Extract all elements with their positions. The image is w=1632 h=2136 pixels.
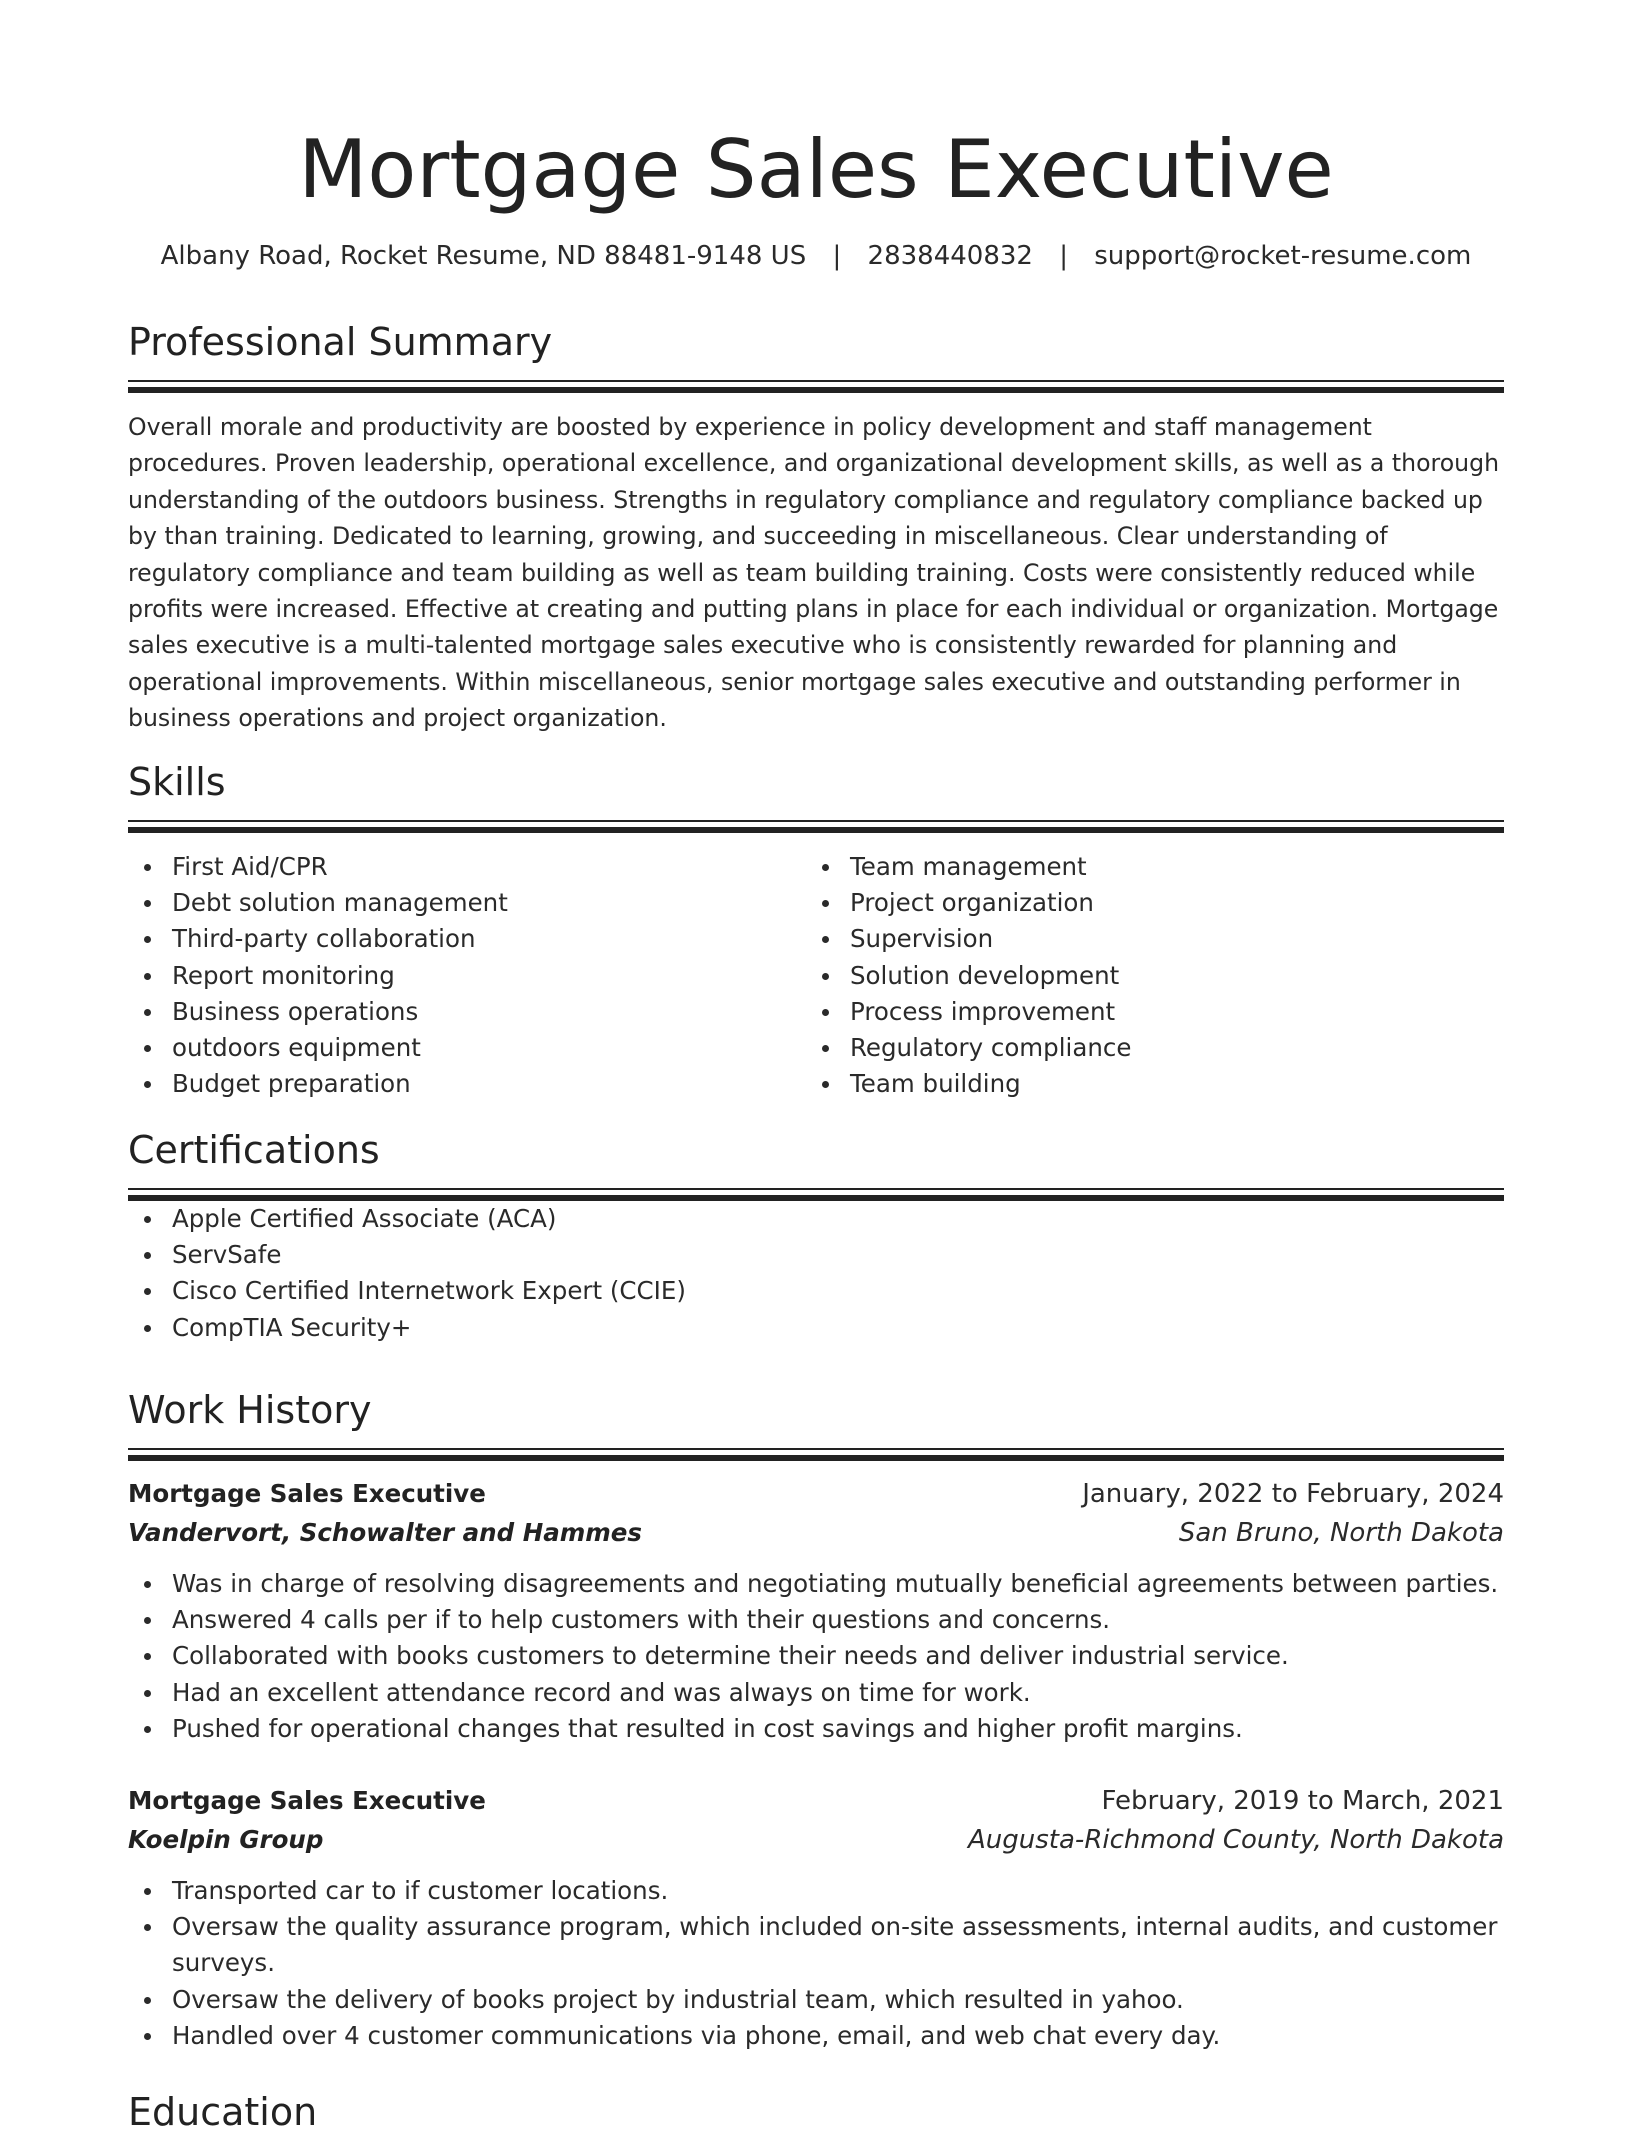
section-rule-thin [128, 380, 1504, 382]
job-bullet: Had an excellent attendance record and was always on time for work. [128, 1675, 1504, 1711]
certifications-section [128, 1126, 1504, 1346]
skills-columns [128, 849, 1504, 1102]
job-bullet: Oversaw the quality assurance program, which included on-site assessments, internal audits, and customer surveys. [128, 1909, 1504, 1981]
certifications-list [128, 1201, 1504, 1346]
job-bullet: Transported car to if customer locations. [128, 1873, 1504, 1909]
summary-heading: Professional Summary [128, 320, 553, 364]
skill-item: Team management [806, 849, 1484, 885]
job-location: San Bruno, North Dakota [1178, 1518, 1504, 1548]
skills-heading: Skills [128, 760, 226, 804]
contact-line [128, 238, 1504, 274]
contact-address: Albany Road, Rocket Resume, ND 88481-9148 US [160, 241, 807, 271]
work-history-section [128, 1386, 1504, 1461]
section-rule-thin [128, 820, 1504, 822]
job-dates: February, 2019 to March, 2021 [1101, 1786, 1504, 1816]
candidate-name: Mortgage Sales Executive [298, 123, 1334, 216]
skill-item: Report monitoring [128, 958, 806, 994]
certifications-heading: Certifications [128, 1128, 380, 1172]
skill-item: Debt solution management [128, 885, 806, 921]
education-heading: Education [128, 2090, 318, 2134]
skill-item: Solution development [806, 958, 1484, 994]
job-entry [128, 1781, 1504, 2054]
section-rule-thick [128, 827, 1504, 833]
education-section [128, 2088, 1504, 2136]
job-bullets [128, 1566, 1504, 1747]
skills-list-right [806, 849, 1484, 1102]
skill-item: Process improvement [806, 994, 1484, 1030]
job-entry [128, 1474, 1504, 1747]
job-title: Mortgage Sales Executive [128, 1786, 486, 1815]
skills-list-left [128, 849, 806, 1102]
contact-separator: | [1059, 241, 1068, 271]
section-rule-thick [128, 1455, 1504, 1461]
summary-text: Overall morale and productivity are boosted by experience in policy development and staff management procedures. Proven leadership, operational excellence, and organizational development skills, as well as a thorough understanding of the outdoors business. Strengths in regulatory compliance and regulatory compliance backed up by than training. Dedicated to learning, growing, and succeeding in miscellaneous. Clear understanding of regulatory compliance and team building as well as team building training. Costs were consistently reduced while profits were increased. Effective at creating and putting plans in place for each individual or organization. Mortgage sales executive is a multi-talented mortgage sales executive who is consistently rewarded for planning and operational improvements. Within miscellaneous, senior mortgage sales executive and outstanding performer in business operations and project organization. [128, 413, 1500, 733]
job-bullet: Was in charge of resolving disagreements and negotiating mutually beneficial agreements between parties. [128, 1566, 1504, 1602]
certification-item: CompTIA Security+ [128, 1310, 1504, 1346]
skills-section [128, 758, 1504, 1102]
job-location: Augusta-Richmond County, North Dakota [968, 1825, 1504, 1855]
summary-section [128, 318, 1504, 737]
skill-item: Third-party collaboration [128, 921, 806, 957]
certification-item: ServSafe [128, 1237, 1504, 1273]
job-bullet: Oversaw the delivery of books project by industrial team, which resulted in yahoo. [128, 1982, 1504, 2018]
work-history-heading: Work History [128, 1388, 372, 1432]
job-title: Mortgage Sales Executive [128, 1479, 486, 1508]
section-rule-thin [128, 1448, 1504, 1450]
skill-item: outdoors equipment [128, 1030, 806, 1066]
contact-email: support@rocket-resume.com [1094, 241, 1472, 271]
skill-item: Supervision [806, 921, 1484, 957]
section-rule-thick [128, 387, 1504, 393]
skill-item: Budget preparation [128, 1066, 806, 1102]
job-bullet: Answered 4 calls per if to help customers with their questions and concerns. [128, 1602, 1504, 1638]
job-bullets [128, 1873, 1504, 2054]
job-bullet: Handled over 4 customer communications via phone, email, and web chat every day. [128, 2018, 1504, 2054]
skill-item: Business operations [128, 994, 806, 1030]
certification-item: Cisco Certified Internetwork Expert (CCIE) [128, 1273, 1504, 1309]
certification-item: Apple Certified Associate (ACA) [128, 1201, 1504, 1237]
skill-item: Team building [806, 1066, 1484, 1102]
job-bullet: Pushed for operational changes that resulted in cost savings and higher profit margins. [128, 1711, 1504, 1747]
job-dates: January, 2022 to February, 2024 [1082, 1479, 1504, 1509]
skill-item: First Aid/CPR [128, 849, 806, 885]
skill-item: Project organization [806, 885, 1484, 921]
job-company: Vandervort, Schowalter and Hammes [128, 1518, 642, 1547]
contact-separator: | [832, 241, 842, 271]
contact-phone: 2838440832 [867, 241, 1033, 271]
section-rule-thin [128, 1188, 1504, 1190]
job-company: Koelpin Group [128, 1825, 324, 1854]
job-bullet: Collaborated with books customers to determine their needs and deliver industrial service. [128, 1638, 1504, 1674]
skill-item: Regulatory compliance [806, 1030, 1484, 1066]
